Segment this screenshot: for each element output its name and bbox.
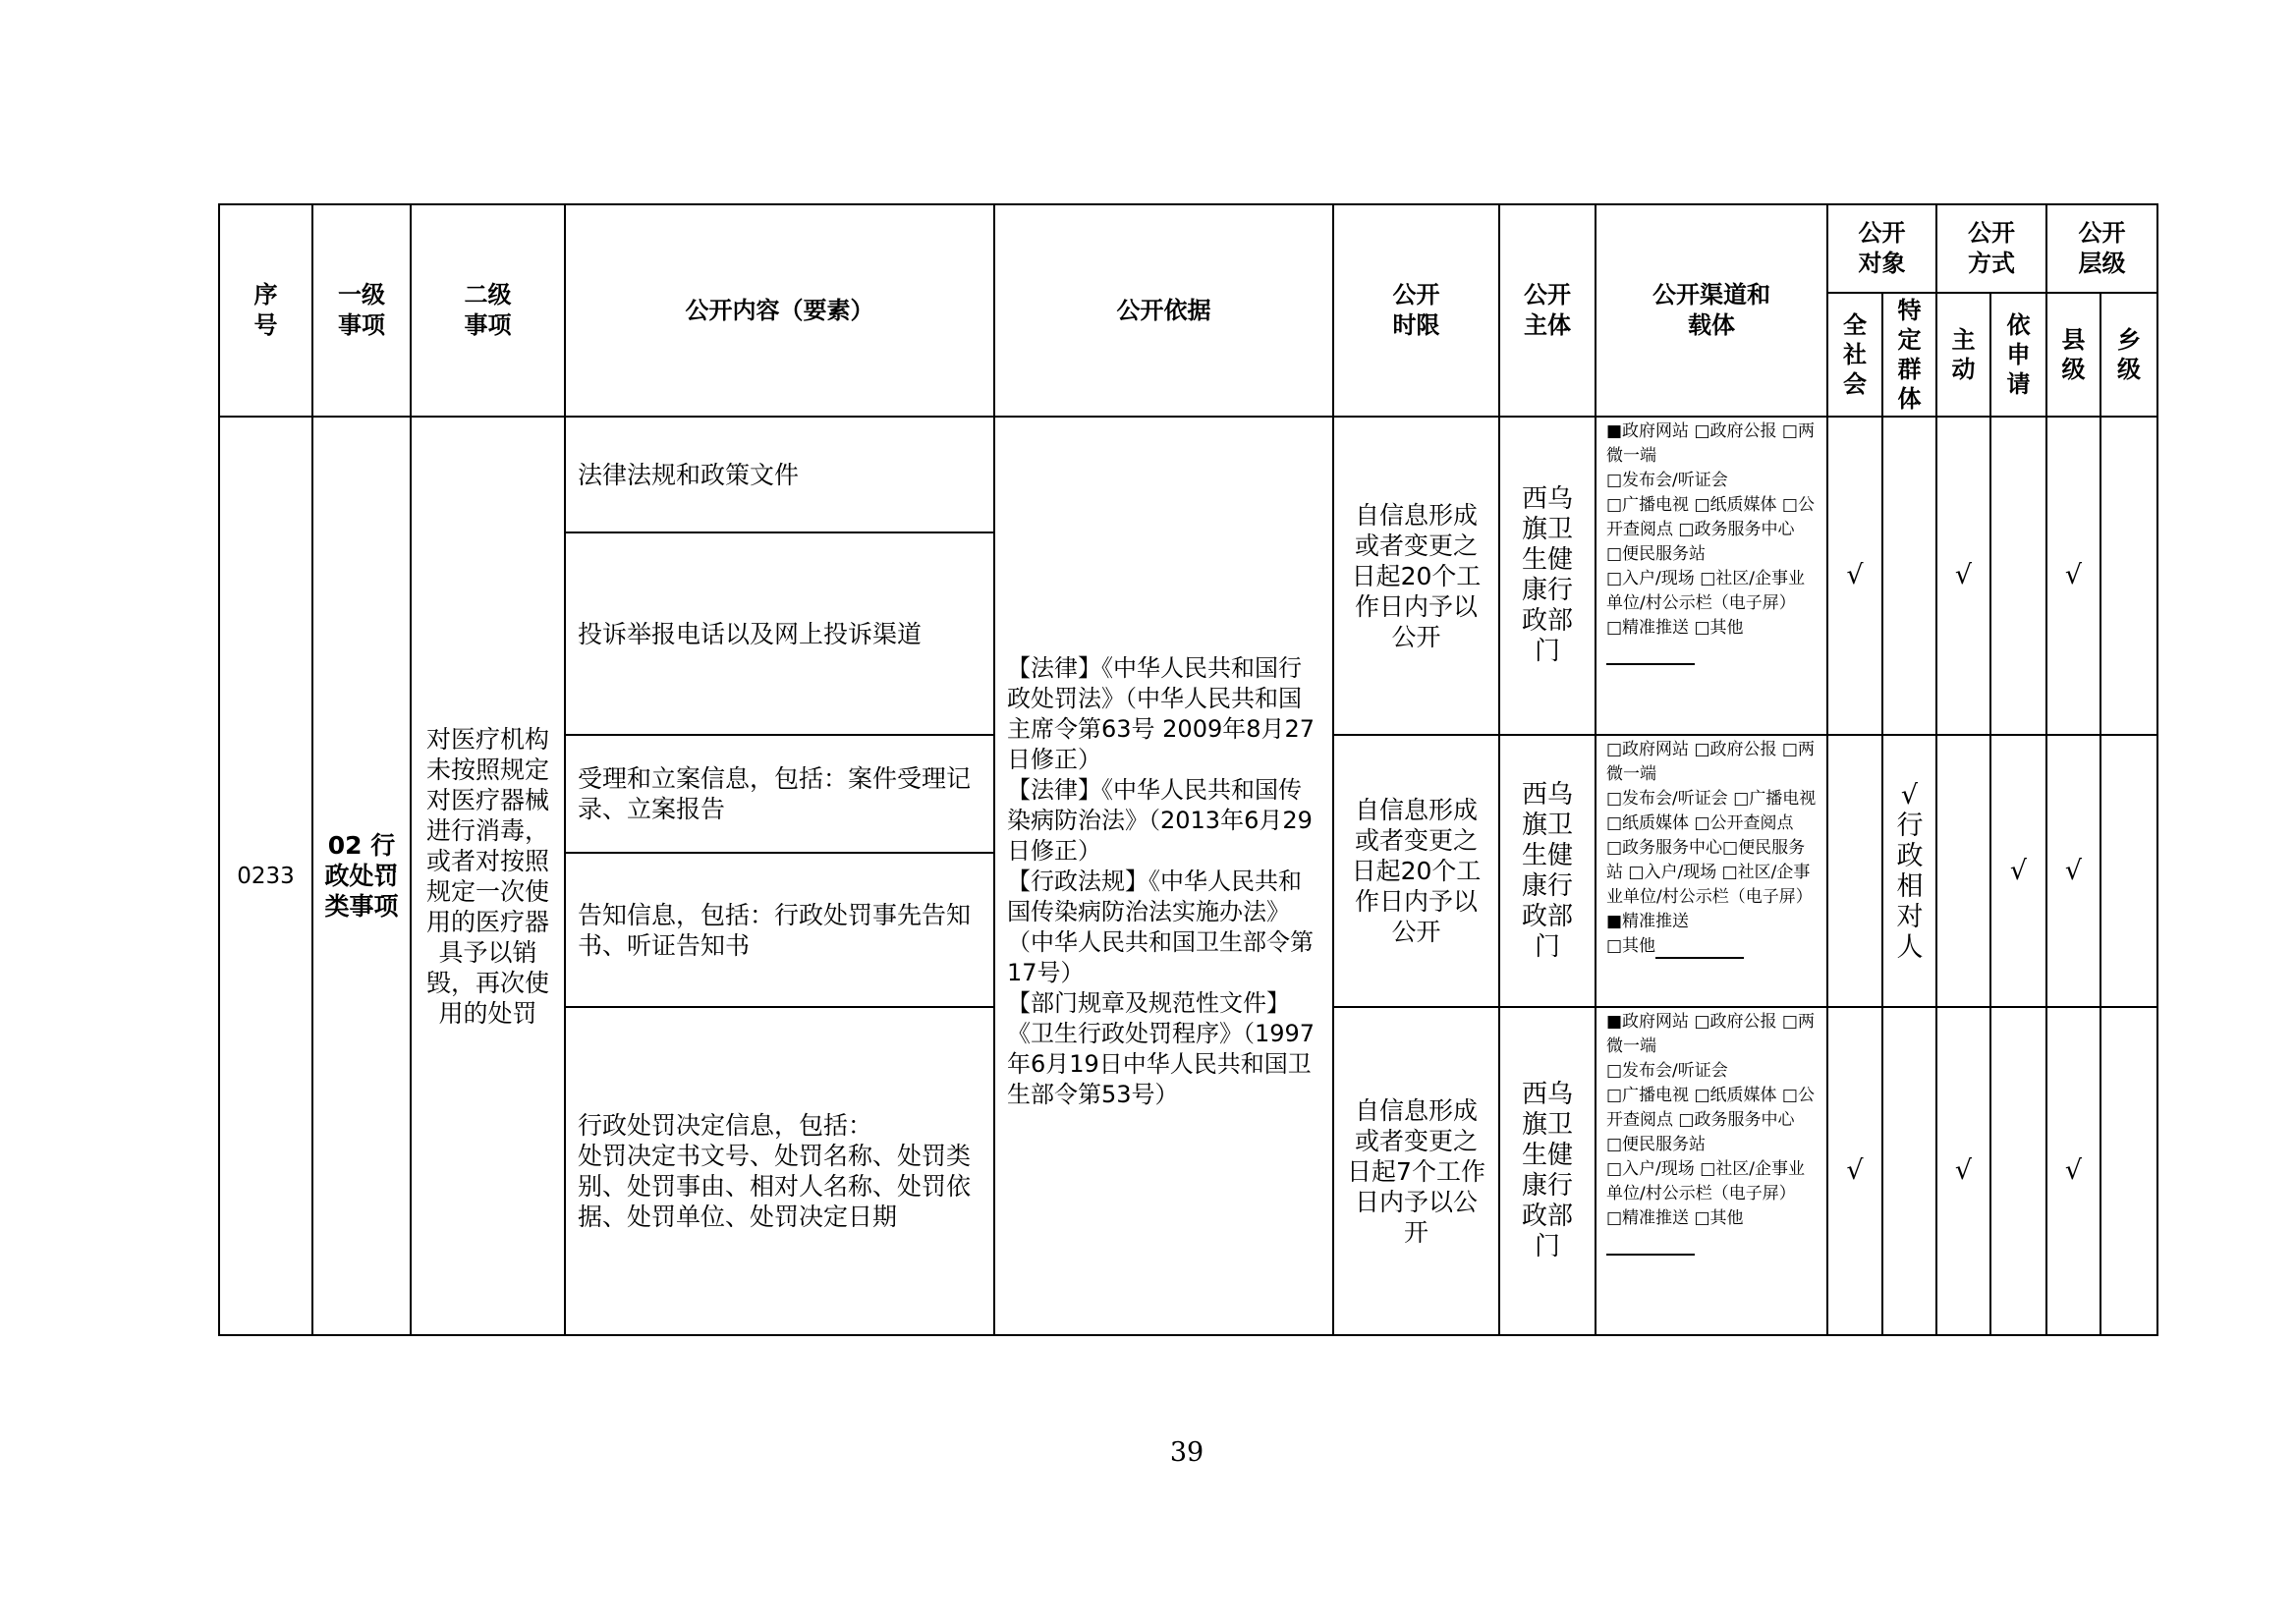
mark-township [2100, 735, 2157, 1007]
header-level2: 二级事项 [411, 204, 565, 417]
header-subject: 公开主体 [1499, 204, 1596, 417]
mark-specific-group [1882, 1007, 1936, 1335]
subject-cell: 西乌旗卫生健康行政部门 [1499, 417, 1596, 735]
channel-cell: □政府网站 □政府公报 □两微一端 □发布会/听证会 □广播电视 □纸质媒体 □公开查阅点 □政务服务中心□便民服务站 □入户/现场 □社区/企事业单位/村公示栏（电子屏）■精准推送 □其他 [1596, 735, 1827, 1007]
header-time-limit: 公开时限 [1333, 204, 1499, 417]
level1-cell: 02 行政处罚类事项 [312, 417, 411, 1335]
time-limit-cell: 自信息形成或者变更之日起20个工作日内予以公开 [1333, 417, 1499, 735]
table-row [219, 417, 2157, 532]
header-active: 主动 [1936, 293, 1990, 417]
header-row-1 [219, 204, 2157, 293]
mark-on-request: √ [1990, 735, 2046, 1007]
level2-cell: 对医疗机构未按照规定对医疗器械进行消毒，或者对按照规定一次使用的医疗器具予以销毁，再次使用的处罚 [411, 417, 565, 1335]
mark-county: √ [2046, 417, 2100, 735]
mark-all-society: √ [1827, 1007, 1882, 1335]
content-cell: 投诉举报电话以及网上投诉渠道 [565, 532, 994, 735]
channel-cell: ■政府网站 □政府公报 □两微一端 □发布会/听证会 □广播电视 □纸质媒体 □公开查阅点 □政务服务中心 □便民服务站 □入户/现场 □社区/企事业单位/村公示栏（电子屏） □精准推送 □其他 [1596, 1007, 1827, 1335]
blank-line [1606, 645, 1695, 665]
blank-line [1606, 1236, 1695, 1256]
mark-on-request [1990, 417, 2046, 735]
mark-specific-group: √行政相对人 [1882, 735, 1936, 1007]
header-channel: 公开渠道和载体 [1596, 204, 1827, 417]
content-cell: 受理和立案信息，包括：案件受理记录、立案报告 [565, 735, 994, 853]
mark-county: √ [2046, 1007, 2100, 1335]
header-on-request: 依申请 [1990, 293, 2046, 417]
time-limit-cell: 自信息形成或者变更之日起20个工作日内予以公开 [1333, 735, 1499, 1007]
header-method-group: 公开方式 [1936, 204, 2046, 293]
channel-cell: ■政府网站 □政府公报 □两微一端 □发布会/听证会 □广播电视 □纸质媒体 □公开查阅点 □政务服务中心 □便民服务站 □入户/现场 □社区/企事业单位/村公示栏（电子屏） □精准推送 □其他 [1596, 417, 1827, 735]
header-county: 县级 [2046, 293, 2100, 417]
mark-all-society: √ [1827, 417, 1882, 735]
blank-line [1655, 939, 1744, 959]
content-cell: 告知信息，包括：行政处罚事先告知书、听证告知书 [565, 853, 994, 1007]
mark-on-request [1990, 1007, 2046, 1335]
header-content: 公开内容（要素） [565, 204, 994, 417]
basis-cell: 【法律】《中华人民共和国行政处罚法》（中华人民共和国主席令第63号 2009年8月27日修正） 【法律】《中华人民共和国传染病防治法》（2013年6月29日修正） 【行政法规】《中华人民共和国传染病防治法实施办法》（中华人民共和国卫生部令第17号） 【部门规章及规范性文件】《卫生行政处罚程序》（1997年6月19日中华人民共和国卫生部令第53号） [994, 417, 1333, 1335]
subject-cell: 西乌旗卫生健康行政部门 [1499, 1007, 1596, 1335]
time-limit-cell: 自信息形成或者变更之日起7个工作日内予以公开 [1333, 1007, 1499, 1335]
mark-active: √ [1936, 1007, 1990, 1335]
content-cell: 行政处罚决定信息，包括： 处罚决定书文号、处罚名称、处罚类别、处罚事由、相对人名称、处罚依据、处罚单位、处罚决定日期 [565, 1007, 994, 1335]
mark-active [1936, 735, 1990, 1007]
header-level-group: 公开层级 [2046, 204, 2157, 293]
mark-township [2100, 1007, 2157, 1335]
header-all-society: 全社会 [1827, 293, 1882, 417]
header-specific-group: 特定群体 [1882, 293, 1936, 417]
header-level1: 一级事项 [312, 204, 411, 417]
mark-county: √ [2046, 735, 2100, 1007]
header-seq: 序号 [219, 204, 312, 417]
subject-cell: 西乌旗卫生健康行政部门 [1499, 735, 1596, 1007]
page-number: 39 [1169, 1437, 1204, 1468]
header-basis: 公开依据 [994, 204, 1333, 417]
header-object-group: 公开对象 [1827, 204, 1936, 293]
mark-township [2100, 417, 2157, 735]
disclosure-table [218, 203, 2158, 1336]
seq-cell: 0233 [219, 417, 312, 1335]
header-township: 乡级 [2100, 293, 2157, 417]
mark-active: √ [1936, 417, 1990, 735]
mark-specific-group [1882, 417, 1936, 735]
mark-all-society [1827, 735, 1882, 1007]
content-cell: 法律法规和政策文件 [565, 417, 994, 532]
